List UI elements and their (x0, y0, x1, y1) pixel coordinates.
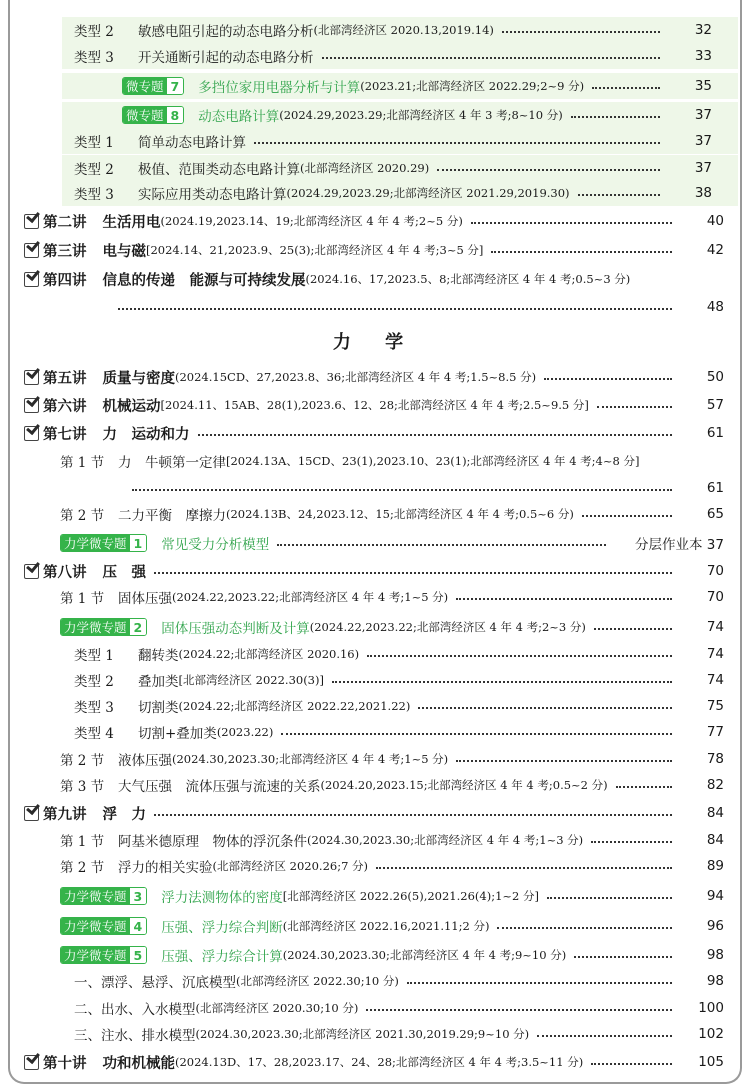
page-number: 50 (706, 369, 724, 385)
page-number: 75 (706, 698, 724, 714)
checkbox-icon (24, 564, 39, 579)
leader-dots (578, 194, 660, 196)
page-number: 37 (694, 107, 712, 123)
type-label: 类型 4 (74, 726, 114, 742)
entry-title: 叠加类 (138, 674, 179, 690)
leader-dots (322, 57, 661, 59)
topic-badge (60, 887, 147, 905)
section-label: 第 2 节 (60, 860, 105, 876)
entry-title: 力 牛顿第一定律 (118, 455, 226, 471)
entry-title: 切割+叠加类 (138, 726, 217, 742)
leader-dots (592, 87, 660, 89)
entry-source: (2024.22;北部湾经济区 2020.16) (178, 647, 360, 661)
page-number: 38 (694, 185, 712, 201)
section-heading: 力 学 (332, 332, 418, 353)
entry-source: (北部湾经济区 2022.16,2021.11;2 分) (282, 919, 490, 933)
leader-dots (574, 956, 672, 958)
page-number: 61 (706, 425, 724, 441)
entry-title: 大气压强 流体压强与流速的关系 (118, 779, 321, 795)
topic-badge (122, 77, 184, 95)
toc-entry[interactable] (0, 364, 750, 390)
entry-title: 浮力法测物体的密度 (161, 890, 283, 906)
page-number: 70 (706, 589, 724, 605)
page-number: 57 (706, 397, 724, 413)
badge-number: 3 (130, 888, 147, 904)
entry-source: [北部湾经济区 2022.30(3)] (178, 673, 324, 687)
toc-entry[interactable] (62, 155, 738, 181)
entry-title: 实际应用类动态电路计算 (138, 187, 287, 203)
entry-title: 机械运动 (102, 398, 161, 415)
lecture-label: 第七讲 (43, 426, 87, 443)
lecture-label: 第十讲 (43, 1055, 87, 1072)
toc-entry[interactable] (62, 180, 738, 206)
type-label: 类型 3 (74, 187, 114, 203)
entry-title: 浮 力 (102, 806, 146, 823)
leader-dots (367, 655, 672, 657)
entry-source: (2024.20,2023.15;北部湾经济区 4 年 4 考;0.5~2 分) (320, 778, 608, 792)
page-number: 105 (698, 1054, 724, 1070)
entry-title: 三、注水、排水模型 (74, 1028, 196, 1044)
toc-entry[interactable] (0, 1021, 750, 1047)
leader-dots (376, 867, 672, 869)
checkbox-icon (24, 398, 39, 413)
toc-entry[interactable] (0, 913, 750, 939)
entry-title: 生活用电 (102, 214, 161, 231)
lecture-label: 第三讲 (43, 243, 87, 260)
toc-entry[interactable] (0, 420, 750, 446)
page-number: 102 (698, 1026, 724, 1042)
entry-title: 多挡位家用电器分析与计算 (198, 80, 361, 96)
leader-dots (254, 142, 660, 144)
toc-entry[interactable] (0, 942, 750, 968)
page-number: 61 (706, 480, 724, 496)
toc-entry[interactable] (62, 43, 738, 69)
badge-number: 1 (130, 535, 147, 551)
entry-source: (2024.16、17,2023.5、8;北部湾经济区 4 年 4 考;0.5~3 分) (305, 272, 631, 286)
page-number: 37 (694, 133, 712, 149)
checkbox-icon (24, 272, 39, 287)
toc-entry[interactable] (0, 746, 750, 772)
toc-entry[interactable] (0, 968, 750, 994)
badge-text: 微专题 (123, 107, 167, 123)
entry-title: 敏感电阻引起的动态电路分析 (138, 24, 314, 40)
entry-title: 常见受力分析模型 (161, 537, 270, 553)
entry-title: 液体压强 (118, 753, 172, 769)
entry-title: 质量与密度 (102, 370, 175, 387)
leader-dots (502, 31, 660, 33)
page-number: 74 (706, 619, 724, 635)
entry-title: 力 运动和力 (102, 426, 190, 443)
type-label: 类型 3 (74, 50, 114, 66)
topic-badge (60, 946, 147, 964)
toc-entry[interactable] (0, 719, 750, 745)
entry-source: (2024.13B、24,2023.12、15;北部湾经济区 4 年 4 考;0.5~6 分) (226, 507, 574, 521)
badge-number: 4 (130, 918, 147, 934)
badge-number: 8 (167, 107, 184, 123)
page-number: 84 (706, 832, 724, 848)
type-label: 类型 2 (74, 24, 114, 40)
entry-source: (2024.15CD、27,2023.8、36;北部湾经济区 4 年 4 考;1.5~8.5 分) (175, 370, 537, 384)
entry-title: 二力平衡 摩擦力 (118, 508, 226, 524)
toc-entry[interactable] (0, 530, 750, 556)
leader-dots (591, 841, 672, 843)
page-number: 78 (706, 751, 724, 767)
toc-entry[interactable] (0, 501, 750, 527)
entry-source: (2024.30,2023.30;北部湾经济区 4 年 4 考;1~3 分) (307, 833, 584, 847)
page-number: 98 (706, 947, 724, 963)
entry-title: 极值、范围类动态电路计算 (138, 162, 300, 178)
entry-source: (北部湾经济区 2020.13,2019.14) (313, 23, 494, 37)
page-number: 35 (694, 78, 712, 94)
toc-entry[interactable] (62, 102, 738, 128)
leader-dots (582, 515, 672, 517)
toc-entry[interactable] (0, 237, 750, 263)
badge-text: 微专题 (123, 78, 167, 94)
leader-dots (437, 169, 660, 171)
entry-title: 浮力的相关实验 (118, 860, 213, 876)
entry-source: (2024.19,2023.14、19;北部湾经济区 4 年 4 考;2~5 分) (160, 214, 463, 228)
toc-entry[interactable] (0, 448, 750, 474)
toc-entry[interactable] (0, 1049, 750, 1075)
page-number: 74 (706, 672, 724, 688)
entry-source: (2024.30,2023.30;北部湾经济区 4 年 4 考;1~5 分) (172, 752, 449, 766)
leader-dots (154, 572, 672, 574)
toc-entry[interactable] (62, 73, 738, 99)
entry-source: (北部湾经济区 2020.26;7 分) (212, 859, 369, 873)
type-label: 类型 3 (74, 700, 114, 716)
lecture-label: 第二讲 (43, 214, 87, 231)
page-number: 40 (706, 213, 724, 229)
entry-source: (2023.21;北部湾经济区 2022.29;2~9 分) (360, 79, 585, 93)
topic-badge (60, 534, 147, 552)
page-number: 65 (706, 506, 724, 522)
leader-dots (154, 814, 672, 816)
leader-dots (456, 760, 672, 762)
topic-badge (122, 106, 184, 124)
toc-entry[interactable] (0, 641, 750, 667)
toc-entry[interactable] (0, 392, 750, 418)
badge-number: 2 (130, 619, 147, 635)
leader-dots (418, 707, 672, 709)
badge-text: 力学微专题 (61, 918, 130, 934)
section-label: 第 2 节 (60, 753, 105, 769)
leader-dots (497, 927, 672, 929)
section-label: 第 1 节 (60, 834, 105, 850)
section-label: 第 2 节 (60, 508, 105, 524)
entry-source: (2024.22,2023.22;北部湾经济区 4 年 4 考;1~5 分) (172, 590, 449, 604)
entry-title: 二、出水、入水模型 (74, 1002, 196, 1018)
page-number: 94 (706, 888, 724, 904)
topic-badge (60, 917, 147, 935)
toc-entry[interactable] (0, 853, 750, 879)
entry-title: 压强、浮力综合判断 (161, 920, 283, 936)
entry-source: [2024.13A、15CD、23(1),2023.10、23(1);北部湾经济区 4 年 4 考;4~8 分] (226, 454, 640, 468)
page-number: 84 (706, 805, 724, 821)
entry-title: 压强、浮力综合计算 (161, 949, 283, 965)
page-number: 96 (706, 918, 724, 934)
entry-source: [北部湾经济区 2022.26(5),2021.26(4);1~2 分] (282, 889, 539, 903)
page-number: 100 (698, 1000, 724, 1016)
entry-title: 简单动态电路计算 (138, 135, 246, 151)
entry-title: 压 强 (102, 564, 146, 581)
leader-dots (591, 1063, 672, 1065)
toc-entry[interactable] (0, 995, 750, 1021)
leader-dots (571, 116, 660, 118)
toc-entry[interactable] (0, 693, 750, 719)
toc-entry[interactable] (0, 208, 750, 234)
toc-entry[interactable] (0, 584, 750, 610)
entry-source: (2024.22;北部湾经济区 2022.22,2021.22) (178, 699, 411, 713)
leader-dots (118, 308, 672, 310)
checkbox-icon (24, 806, 39, 821)
entry-source: (2024.22,2023.22;北部湾经济区 4 年 4 考;2~3 分) (309, 620, 586, 634)
entry-source: [2024.11、15AB、28(1),2023.6、12、28;北部湾经济区 4 年 4 考;2.5~9.5 分] (160, 398, 589, 412)
entry-source: (北部湾经济区 2022.30;10 分) (236, 974, 399, 988)
section-label: 第 1 节 (60, 591, 105, 607)
toc-entry[interactable] (0, 614, 750, 640)
toc-entry[interactable] (0, 800, 750, 826)
entry-title: 固体压强 (118, 591, 172, 607)
toc-entry[interactable] (62, 17, 738, 43)
toc-entry[interactable] (0, 827, 750, 853)
type-label: 类型 1 (74, 648, 114, 664)
toc-entry[interactable] (0, 667, 750, 693)
entry-source: (北部湾经济区 2020.30;10 分) (195, 1001, 359, 1015)
entry-title: 信息的传递 能源与可持续发展 (102, 272, 306, 289)
leader-dots (594, 628, 672, 630)
lecture-label: 第八讲 (43, 564, 87, 581)
leader-dots (407, 982, 672, 984)
page-number: 32 (694, 22, 712, 38)
toc-entry[interactable] (0, 558, 750, 584)
leader-dots (366, 1009, 672, 1011)
section-label: 第 1 节 (60, 455, 105, 471)
leader-dots (198, 434, 673, 436)
page-number: 89 (706, 858, 724, 874)
badge-number: 5 (130, 947, 147, 963)
entry-title: 阿基米德原理 物体的浮沉条件 (118, 834, 307, 850)
topic-badge (60, 618, 147, 636)
entry-title: 开关通断引起的动态电路分析 (138, 50, 314, 66)
lecture-label: 第六讲 (43, 398, 87, 415)
type-label: 类型 2 (74, 162, 114, 178)
toc-entry[interactable] (0, 772, 750, 798)
entry-title: 功和机械能 (102, 1055, 175, 1072)
leader-dots (281, 733, 672, 735)
leader-dots (597, 406, 672, 408)
badge-number: 7 (167, 78, 184, 94)
leader-dots (547, 897, 672, 899)
badge-text: 力学微专题 (61, 619, 130, 635)
entry-title: 固体压强动态判断及计算 (161, 621, 310, 637)
checkbox-icon (24, 1055, 39, 1070)
checkbox-icon (24, 370, 39, 385)
type-label: 类型 2 (74, 674, 114, 690)
entry-source: [2024.14、21,2023.9、25(3);北部湾经济区 4 年 4 考;3~5 分] (146, 243, 484, 257)
page-number: 33 (694, 48, 712, 64)
entry-source: (2024.29,2023.29;北部湾经济区 4 年 3 考;8~10 分) (279, 108, 563, 122)
lecture-label: 第四讲 (43, 272, 87, 289)
entry-title: 一、漂浮、悬浮、沉底模型 (74, 975, 236, 991)
page-number: 37 (694, 160, 712, 176)
leader-dots (132, 489, 672, 491)
entry-title: 翻转类 (138, 648, 179, 664)
entry-source: (北部湾经济区 2020.29) (300, 161, 430, 175)
leader-dots (277, 544, 606, 546)
page-number: 42 (706, 242, 724, 258)
leader-dots (456, 598, 672, 600)
checkbox-icon (24, 243, 39, 258)
leader-dots (616, 786, 672, 788)
entry-source: (2024.29,2023.29;北部湾经济区 2021.29,2019.30) (286, 186, 570, 200)
leader-dots (332, 681, 672, 683)
toc-entry[interactable] (0, 266, 750, 292)
section-label: 第 3 节 (60, 779, 105, 795)
lecture-label: 第五讲 (43, 370, 87, 387)
checkbox-icon (24, 426, 39, 441)
lecture-label: 第九讲 (43, 806, 87, 823)
entry-source: (2024.13D、17、28,2023.17、24、28;北部湾经济区 4 年 4 考;3.5~11 分) (175, 1055, 584, 1069)
entry-source: (2023.22) (216, 725, 274, 739)
badge-text: 力学微专题 (61, 535, 130, 551)
entry-source: (2024.30,2023.30;北部湾经济区 4 年 4 考;9~10 分) (282, 948, 567, 962)
toc-entry[interactable] (0, 883, 750, 909)
badge-text: 力学微专题 (61, 947, 130, 963)
page-number: 48 (706, 299, 724, 315)
leader-dots (544, 378, 672, 380)
page-number: 74 (706, 646, 724, 662)
entry-title: 动态电路计算 (198, 109, 280, 125)
leader-dots (537, 1035, 672, 1037)
toc-entry[interactable] (62, 128, 738, 154)
entry-source: (2024.30,2023.30;北部湾经济区 2021.30,2019.29;9~10 分) (195, 1027, 530, 1041)
page-number: 77 (706, 724, 724, 740)
toc-entry[interactable] (0, 294, 750, 320)
leader-dots (471, 222, 672, 224)
toc-entry[interactable] (0, 475, 750, 501)
entry-title: 切割类 (138, 700, 179, 716)
page-number: 98 (706, 973, 724, 989)
page-number: 70 (706, 563, 724, 579)
page-number: 82 (706, 777, 724, 793)
leader-dots (491, 251, 672, 253)
checkbox-icon (24, 214, 39, 229)
type-label: 类型 1 (74, 135, 114, 151)
badge-text: 力学微专题 (61, 888, 130, 904)
entry-title: 电与磁 (102, 243, 146, 260)
page-number: 分层作业本 37 (635, 537, 724, 553)
